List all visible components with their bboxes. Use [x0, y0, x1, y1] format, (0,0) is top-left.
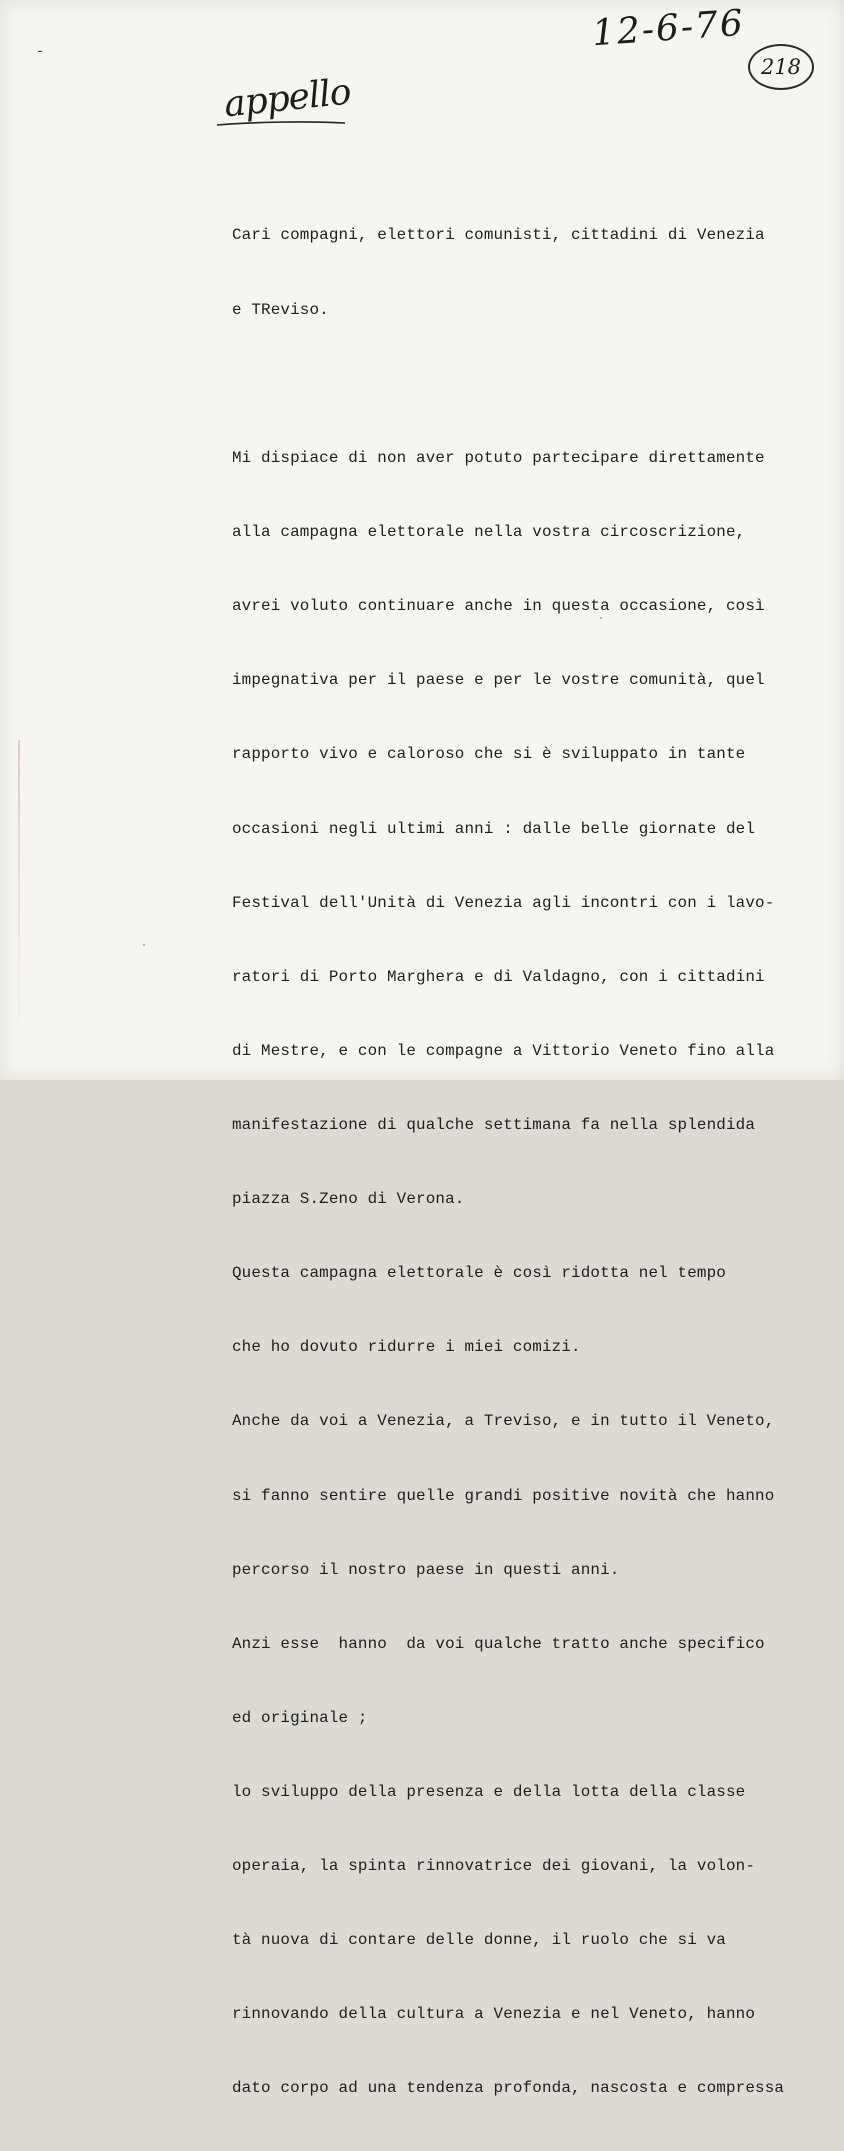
text-line: tà nuova di contare delle donne, il ruolo che si va	[232, 1931, 726, 1950]
text-line: ed originale ;	[232, 1708, 368, 1727]
handwritten-title: appello	[222, 71, 353, 126]
title-underline	[215, 118, 347, 130]
text-line: lo sviluppo della presenza e della lotta della classe	[232, 1783, 746, 1801]
text-line: piazza S.Zeno di Verona.	[232, 1190, 465, 1209]
paper-speck	[143, 944, 145, 946]
text-line: Festival dell'Unità di Venezia agli incontri con i lavo-	[232, 893, 775, 912]
text-line: rinnovando della cultura a Venezia e nel Veneto, hanno	[232, 2005, 756, 2024]
margin-mark	[18, 740, 20, 1040]
text-line: di Mestre, e con le compagne a Vittorio Veneto fino alla	[232, 1041, 775, 1060]
text-line: Anche da voi a Venezia, a Treviso, e in tutto il Veneto,	[232, 1412, 775, 1431]
letter-body	[232, 174, 822, 2151]
text-line: Questa campagna elettorale è così ridotta nel tempo	[232, 1264, 726, 1283]
text-line: alla campagna elettorale nella vostra circoscrizione,	[232, 523, 746, 542]
text-line: operaia, la spinta rinnovatrice dei giovani, la volon-	[232, 1857, 756, 1876]
greeting-line: e TReviso.	[232, 300, 329, 319]
text-line: rapporto vivo e caloroso che si è sviluppato in tante	[232, 745, 746, 764]
text-line: manifestazione di qualche settimana fa nella splendida	[232, 1116, 756, 1135]
text-line: impegnativa per il paese e per le vostre comunità, quel	[232, 671, 765, 690]
text-line: dato corpo ad una tendenza profonda, nascosta e compressa	[232, 2079, 785, 2098]
paragraph-gap	[232, 372, 822, 397]
text-line: Anzi esse hanno da voi qualche tratto anche specifico	[232, 1634, 765, 1653]
handwritten-date: 12-6-76	[590, 2, 747, 55]
corner-mark: -	[36, 44, 45, 60]
text-line: avrei voluto continuare anche in questa occasione, così	[232, 597, 765, 616]
text-line: percorso il nostro paese in questi anni.	[232, 1560, 620, 1579]
text-line: si fanno sentire quelle grandi positive novità che hanno	[232, 1486, 775, 1505]
text-line: occasioni negli ultimi anni : dalle belle giornate del	[232, 819, 756, 838]
handwritten-page-number: 218	[748, 44, 814, 90]
text-line: ratori di Porto Marghera e di Valdagno, con i cittadini	[232, 967, 765, 986]
greeting-line: Cari compagni, elettori comunisti, cittadini di Venezia	[232, 226, 765, 245]
text-line: che ho dovuto ridurre i miei comizi.	[232, 1338, 581, 1357]
paper-speck	[600, 617, 602, 619]
text-line: Mi dispiace di non aver potuto partecipare direttamente	[232, 449, 765, 468]
